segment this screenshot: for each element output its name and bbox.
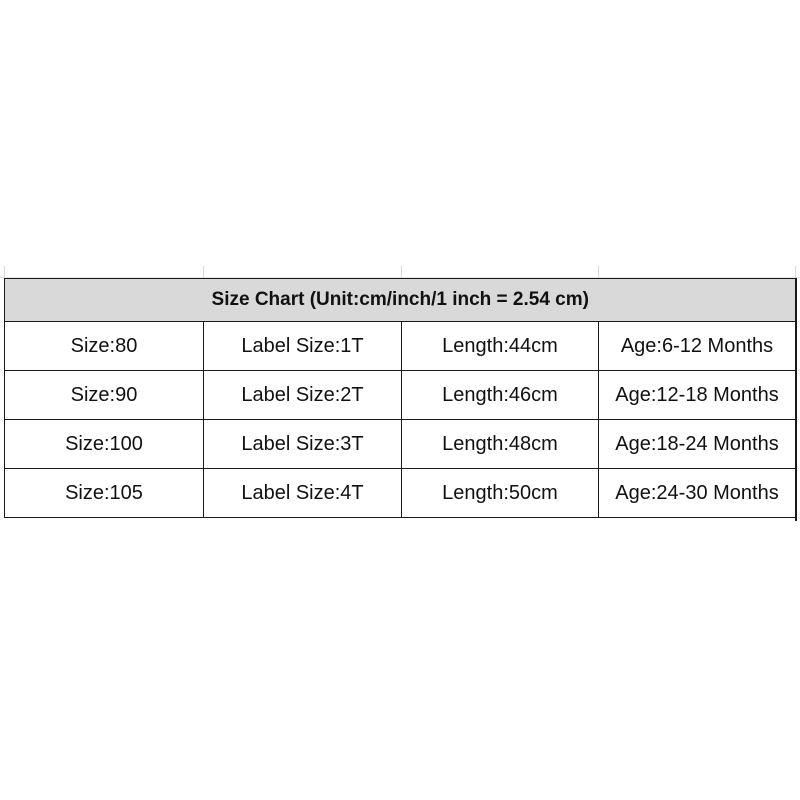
table-row: [5, 420, 796, 469]
size-chart-table: [4, 278, 796, 518]
label-size-cell: Label Size:4T: [204, 469, 402, 518]
table-row: [5, 371, 796, 420]
label-size-cell: Label Size:3T: [204, 420, 402, 469]
sheet-column-tick: [203, 266, 204, 278]
size-cell: Size:105: [5, 469, 204, 518]
label-size-cell: Label Size:2T: [204, 371, 402, 420]
sheet-column-tick: [795, 266, 796, 278]
table-row: [5, 322, 796, 371]
length-cell: Length:46cm: [402, 371, 599, 420]
age-cell: Age:24-30 Months: [599, 469, 796, 518]
sheet-column-tick: [4, 266, 5, 278]
table-title-row: [5, 279, 796, 322]
length-cell: Length:48cm: [402, 420, 599, 469]
age-cell: Age:12-18 Months: [599, 371, 796, 420]
table-title: Size Chart (Unit:cm/inch/1 inch = 2.54 cm): [5, 279, 796, 322]
length-cell: Length:50cm: [402, 469, 599, 518]
table-right-border: [795, 278, 797, 521]
size-cell: Size:80: [5, 322, 204, 371]
table-row: [5, 469, 796, 518]
sheet-column-tick: [598, 266, 599, 278]
size-cell: Size:90: [5, 371, 204, 420]
age-cell: Age:6-12 Months: [599, 322, 796, 371]
age-cell: Age:18-24 Months: [599, 420, 796, 469]
length-cell: Length:44cm: [402, 322, 599, 371]
label-size-cell: Label Size:1T: [204, 322, 402, 371]
size-cell: Size:100: [5, 420, 204, 469]
sheet-column-tick: [401, 266, 402, 278]
